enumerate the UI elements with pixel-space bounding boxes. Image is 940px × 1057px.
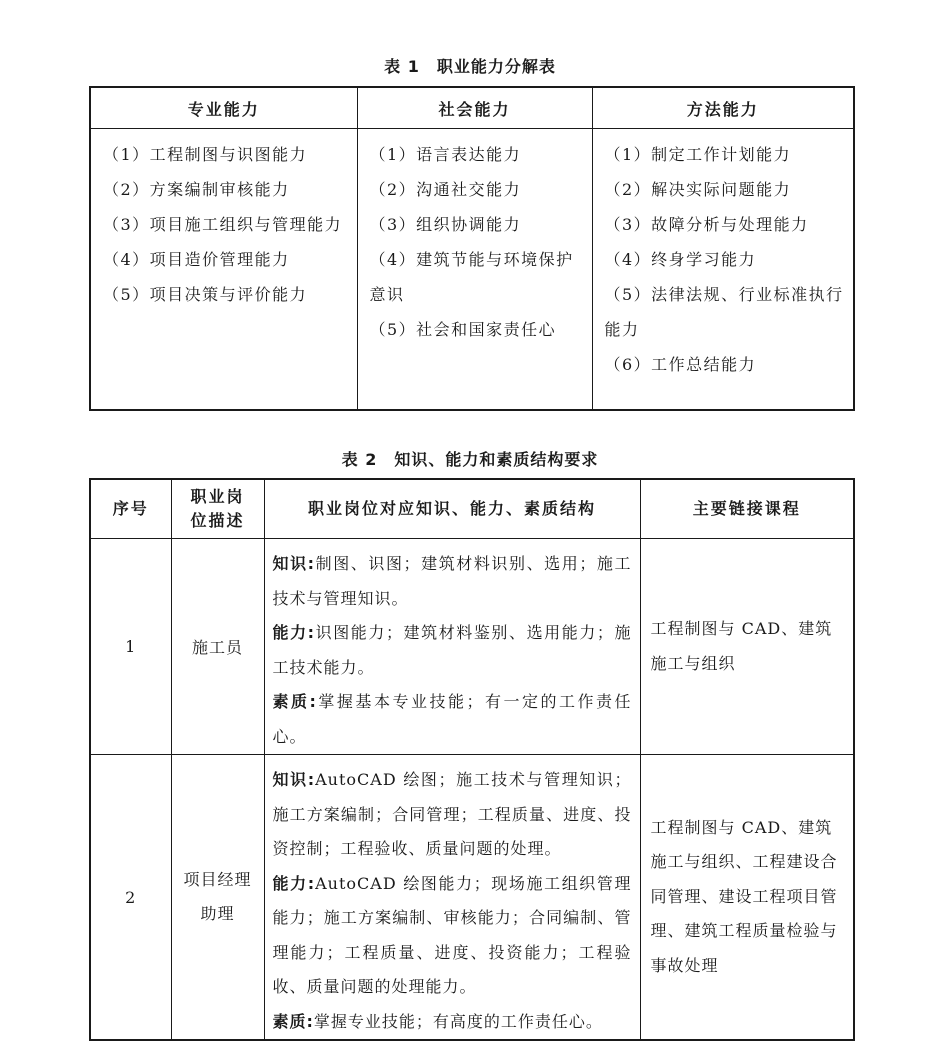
table2-header-courses: 主要链接课程 <box>640 479 854 539</box>
table2-structure-requirements <box>89 478 855 1041</box>
table1-professional-list <box>90 129 357 411</box>
row-courses: 工程制图与 CAD、建筑施工与组织 <box>640 539 854 755</box>
table1-header-social: 社会能力 <box>357 87 592 129</box>
list-item: （3）故障分析与处理能力 <box>604 215 809 234</box>
knowledge-label: 知识: <box>272 770 316 789</box>
table1-body-row <box>90 129 854 411</box>
table1-social-list <box>357 129 592 411</box>
knowledge-block <box>273 763 632 867</box>
quality-block <box>273 685 632 754</box>
ability-text: 识图能力；建筑材料鉴别、选用能力；施工技术能力。 <box>272 623 632 677</box>
quality-text: 掌握专业技能；有高度的工作责任心。 <box>313 1011 603 1031</box>
list-item: （3）项目施工组织与管理能力 <box>103 215 343 234</box>
list-item: （3）组织协调能力 <box>369 215 522 234</box>
table-row <box>90 755 854 1041</box>
table-row <box>90 539 854 755</box>
quality-text: 掌握基本专业技能；有一定的工作责任心。 <box>272 692 632 746</box>
list-item: （6）工作总结能力 <box>604 355 757 374</box>
table1-header-professional: 专业能力 <box>90 87 357 129</box>
list-item: （1）制定工作计划能力 <box>604 145 792 164</box>
ability-block <box>273 616 632 685</box>
row-number: 2 <box>90 755 171 1041</box>
list-item: （5）法律法规、行业标准执行能力 <box>604 285 844 339</box>
knowledge-label: 知识: <box>272 554 316 573</box>
ability-block <box>273 867 632 1005</box>
row-number: 1 <box>90 539 171 755</box>
list-item: （5）项目决策与评价能力 <box>103 285 308 304</box>
quality-label: 素质: <box>272 692 317 711</box>
knowledge-block <box>273 547 632 616</box>
list-item: （2）解决实际问题能力 <box>604 180 792 199</box>
quality-label: 素质: <box>272 1011 314 1031</box>
quality-block <box>273 1005 632 1040</box>
ability-label: 能力: <box>272 873 316 893</box>
list-item: （2）沟通社交能力 <box>369 180 522 199</box>
table1-competency-breakdown <box>89 86 855 411</box>
ability-label: 能力: <box>272 623 316 642</box>
row-position <box>171 755 264 1041</box>
list-item: （1）语言表达能力 <box>369 145 522 164</box>
ability-text: AutoCAD 绘图能力；现场施工组织管理能力；施工方案编制、审核能力；合同编制、管理能力；工程质量、进度、投资能力；工程验收、质量问题的处理能力。 <box>272 873 632 996</box>
row-position-text: 项目经理助理 <box>183 870 252 923</box>
table2-header-position <box>171 479 264 539</box>
list-item: （1）工程制图与识图能力 <box>103 145 308 164</box>
list-item: （4）终身学习能力 <box>604 250 757 269</box>
table2-header-position-text: 职业岗位描述 <box>190 487 245 530</box>
table2-caption: 表 2 知识、能力和素质结构要求 <box>341 450 599 469</box>
knowledge-text: AutoCAD 绘图；施工技术与管理知识；施工方案编制；合同管理；工程质量、进度、投资控制；工程验收、质量问题的处理。 <box>272 770 632 858</box>
knowledge-text: 制图、识图；建筑材料识别、选用；施工技术与管理知识。 <box>272 554 632 608</box>
list-item: （5）社会和国家责任心 <box>369 320 557 339</box>
table2-header-row <box>90 479 854 539</box>
list-item: （2）方案编制审核能力 <box>103 180 290 199</box>
row-structure <box>264 755 640 1041</box>
table1-caption: 表 1 职业能力分解表 <box>384 57 556 76</box>
table2-header-no: 序号 <box>90 479 171 539</box>
row-courses: 工程制图与 CAD、建筑施工与组织、工程建设合同管理、建设工程项目管理、建筑工程质量检验与事故处理 <box>640 755 854 1041</box>
table2-header-structure: 职业岗位对应知识、能力、素质结构 <box>264 479 640 539</box>
table1-header-method: 方法能力 <box>592 87 854 129</box>
row-structure <box>264 539 640 755</box>
table1-header-row <box>90 87 854 129</box>
row-position: 施工员 <box>171 539 264 755</box>
list-item: （4）建筑节能与环境保护意识 <box>369 250 574 304</box>
table1-method-list <box>592 129 854 411</box>
list-item: （4）项目造价管理能力 <box>103 250 290 269</box>
